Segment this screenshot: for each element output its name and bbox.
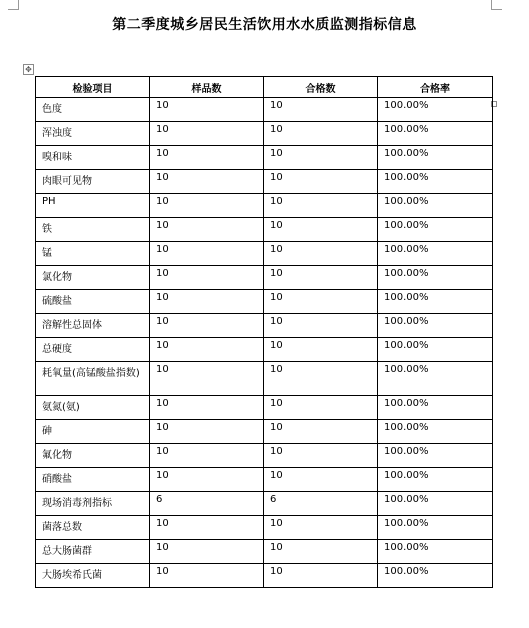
cell-passed[interactable]: 10 — [264, 290, 378, 314]
cell-passed[interactable]: 10 — [264, 468, 378, 492]
table-row — [36, 122, 493, 146]
cell-samples[interactable]: 10 — [150, 468, 264, 492]
cell-samples[interactable]: 10 — [150, 362, 264, 396]
cell-item[interactable]: 硫酸盐 — [36, 290, 150, 314]
table-row — [36, 492, 493, 516]
cell-passed[interactable]: 10 — [264, 396, 378, 420]
table-row — [36, 338, 493, 362]
cell-samples[interactable]: 10 — [150, 420, 264, 444]
cell-item[interactable]: 色度 — [36, 98, 150, 122]
cell-item[interactable]: 总硬度 — [36, 338, 150, 362]
table-row — [36, 146, 493, 170]
cell-samples[interactable]: 10 — [150, 194, 264, 218]
table-row — [36, 362, 493, 396]
cell-passed[interactable]: 10 — [264, 444, 378, 468]
cell-samples[interactable]: 10 — [150, 338, 264, 362]
cell-rate[interactable]: 100.00% — [378, 98, 493, 122]
page-corner-mark-right — [491, 0, 502, 10]
table-row — [36, 98, 493, 122]
cell-item[interactable]: 氨氮(氨) — [36, 396, 150, 420]
cell-passed[interactable]: 10 — [264, 122, 378, 146]
cell-samples[interactable]: 10 — [150, 170, 264, 194]
cell-rate[interactable]: 100.00% — [378, 266, 493, 290]
table-row — [36, 170, 493, 194]
table-move-handle-icon[interactable]: ✥ — [23, 64, 34, 75]
table-row — [36, 314, 493, 338]
cell-passed[interactable]: 10 — [264, 218, 378, 242]
cell-passed[interactable]: 10 — [264, 362, 378, 396]
table-row — [36, 218, 493, 242]
cell-passed[interactable]: 10 — [264, 98, 378, 122]
table-row — [36, 396, 493, 420]
header-passed[interactable]: 合格数 — [264, 77, 378, 98]
cell-item[interactable]: 硝酸盐 — [36, 468, 150, 492]
cell-rate[interactable]: 100.00% — [378, 194, 493, 218]
cell-samples[interactable]: 10 — [150, 122, 264, 146]
cell-passed[interactable]: 10 — [264, 338, 378, 362]
cell-item[interactable]: PH — [36, 194, 150, 218]
cell-rate[interactable]: 100.00% — [378, 122, 493, 146]
cell-item[interactable]: 铁 — [36, 218, 150, 242]
cell-passed[interactable]: 10 — [264, 170, 378, 194]
cell-samples[interactable]: 10 — [150, 242, 264, 266]
cell-samples[interactable]: 10 — [150, 290, 264, 314]
cell-passed[interactable]: 10 — [264, 146, 378, 170]
cell-rate[interactable]: 100.00% — [378, 444, 493, 468]
table-row — [36, 242, 493, 266]
cell-samples[interactable]: 10 — [150, 444, 264, 468]
cell-rate[interactable]: 100.00% — [378, 170, 493, 194]
cell-item[interactable]: 菌落总数 — [36, 516, 150, 540]
table-row — [36, 564, 493, 588]
cell-passed[interactable]: 10 — [264, 420, 378, 444]
table-row — [36, 266, 493, 290]
cell-samples[interactable]: 10 — [150, 314, 264, 338]
cell-samples[interactable]: 10 — [150, 516, 264, 540]
cell-passed[interactable]: 10 — [264, 540, 378, 564]
cell-item[interactable]: 浑浊度 — [36, 122, 150, 146]
cell-rate[interactable]: 100.00% — [378, 242, 493, 266]
cell-item[interactable]: 氯化物 — [36, 266, 150, 290]
cell-passed[interactable]: 10 — [264, 314, 378, 338]
table-row — [36, 420, 493, 444]
cell-rate[interactable]: 100.00% — [378, 420, 493, 444]
table-row — [36, 290, 493, 314]
cell-samples[interactable]: 10 — [150, 396, 264, 420]
cell-item[interactable]: 嗅和味 — [36, 146, 150, 170]
cell-samples[interactable]: 10 — [150, 564, 264, 588]
cell-rate[interactable]: 100.00% — [378, 516, 493, 540]
cell-samples[interactable]: 10 — [150, 98, 264, 122]
cell-samples[interactable]: 10 — [150, 218, 264, 242]
cell-rate[interactable]: 100.00% — [378, 468, 493, 492]
cell-passed[interactable]: 10 — [264, 194, 378, 218]
table-header-row — [36, 77, 493, 98]
cell-passed[interactable]: 10 — [264, 266, 378, 290]
cell-rate[interactable]: 100.00% — [378, 314, 493, 338]
header-samples[interactable]: 样品数 — [150, 77, 264, 98]
cell-item[interactable]: 氟化物 — [36, 444, 150, 468]
table-row — [36, 540, 493, 564]
document-title: 第二季度城乡居民生活饮用水水质监测指标信息 — [112, 17, 417, 33]
cell-samples[interactable]: 10 — [150, 266, 264, 290]
cell-item[interactable]: 大肠埃希氏菌 — [36, 564, 150, 588]
table-row — [36, 444, 493, 468]
table-body — [36, 98, 493, 588]
cell-item[interactable]: 肉眼可见物 — [36, 170, 150, 194]
cell-samples[interactable]: 10 — [150, 146, 264, 170]
header-rate[interactable]: 合格率 — [378, 77, 493, 98]
cell-rate[interactable]: 100.00% — [378, 338, 493, 362]
header-item[interactable]: 检验项目 — [36, 77, 150, 98]
water-quality-table — [35, 76, 493, 588]
cell-rate[interactable]: 100.00% — [378, 396, 493, 420]
cell-passed[interactable]: 10 — [264, 564, 378, 588]
cell-rate[interactable]: 100.00% — [378, 492, 493, 516]
cell-samples[interactable]: 10 — [150, 540, 264, 564]
cell-item[interactable]: 总大肠菌群 — [36, 540, 150, 564]
cell-rate[interactable]: 100.00% — [378, 362, 493, 396]
cell-item[interactable]: 砷 — [36, 420, 150, 444]
cell-samples[interactable]: 6 — [150, 492, 264, 516]
cell-rate[interactable]: 100.00% — [378, 290, 493, 314]
table-row — [36, 194, 493, 218]
cell-item[interactable]: 溶解性总固体 — [36, 314, 150, 338]
cell-item[interactable]: 锰 — [36, 242, 150, 266]
cell-item[interactable]: 现场消毒剂指标 — [36, 492, 150, 516]
page-corner-mark-left — [8, 0, 19, 10]
cell-rate[interactable]: 100.00% — [378, 218, 493, 242]
cell-passed[interactable]: 6 — [264, 492, 378, 516]
table-row — [36, 516, 493, 540]
table-row — [36, 468, 493, 492]
cell-item[interactable]: 耗氧量(高锰酸盐指数) — [36, 362, 150, 396]
cell-rate[interactable]: 100.00% — [378, 564, 493, 588]
cell-passed[interactable]: 10 — [264, 242, 378, 266]
cell-passed[interactable]: 10 — [264, 516, 378, 540]
cell-rate[interactable]: 100.00% — [378, 540, 493, 564]
cell-rate[interactable]: 100.00% — [378, 146, 493, 170]
